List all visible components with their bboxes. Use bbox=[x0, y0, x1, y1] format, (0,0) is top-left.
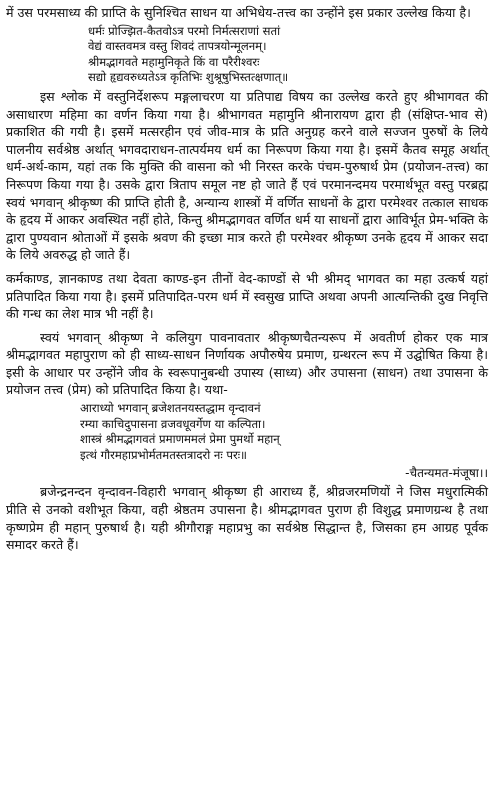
verse-dharmah-projjhita bbox=[6, 24, 488, 86]
verse-source-citation: -चैतन्यमत-मंजूषा।। bbox=[405, 466, 488, 481]
paragraph-chaitanya: स्वयं भगवान् श्रीकृष्ण ने कलियुग पावनावतार श्रीकृष्णचैतन्यरूप में अवतीर्ण होकर एक मात्र श्रीमद्भागवत महापुराण को ही साध्य-साधन निर्णायक अपौरुषेय प्रमाण, ग्रन्थरत्न रूप में उद्घोषित किया है। इसी के आधार पर उन्होंने जीव के स्वरूपानुबन्धी उपास्य (साध्य) और उपासना (साधन) तथा उपासना के प्रयोजन तत्त्व (प्रेम) को प्रतिपादित किया है। यथा- bbox=[6, 329, 488, 398]
paragraph-veda-kanda: कर्मकाण्ड, ज्ञानकाण्ड तथा देवता काण्ड-इन तीनों वेद-काण्डों से भी श्रीमद् भागवत का महा उत्कर्ष यहां प्रतिपादित किया गया है। इसमें प्रतिपादित-परम धर्म में स्वसुख प्राप्ति अथवा अपनी आत्यन्तिकी दुख निवृत्ति की गन्ध का लेश मात्र भी नहीं है। bbox=[6, 270, 488, 322]
paragraph-intro: में उस परमसाध्य की प्राप्ति के सुनिश्चित साधन या अभिधेय-तत्त्व का उन्होंने इस प्रकार उल्लेख किया है। bbox=[6, 5, 471, 20]
verse-line: रम्या काचिदुपासना व्रजवधूवर्गेण या कल्पिता। bbox=[80, 416, 266, 431]
verse-line: इत्थं गौरमहाप्रभोर्मतमतस्तत्रादरो नः परः॥ bbox=[80, 447, 247, 462]
paragraph-conclusion: ब्रजेन्द्रनन्दन वृन्दावन-विहारी भगवान् श्रीकृष्ण ही आराध्य हैं, श्रीव्रजरमणियों ने जिस मधुरात्मिकी प्रीति से उनको वशीभूत किया, वही श्रेष्ठतम उपासना है। श्रीमद्भागवत पुराण ही विशुद्ध प्रमाणग्रन्थ है तथा कृष्णप्रेम ही महान् पुरुषार्थ है। यही श्रीगौराङ्ग महाप्रभु का सर्वश्रेष्ठ सिद्धान्त है, जिसका हम आग्रह पूर्वक समादर करते हैं। bbox=[6, 484, 488, 553]
verse-line: श्रीमद्भागवते महामुनिकृते किं वा परैरीश्वरः bbox=[88, 54, 260, 69]
verse-line: धर्मः प्रोज्झित-कैतवोऽत्र परमो निर्मत्सराणां सतां bbox=[88, 23, 281, 38]
paragraph-commentary: इस श्लोक में वस्तुनिर्देशरूप मङ्गलाचरण या प्रतिपाद्य विषय का उल्लेख करते हुए श्रीभागवत की असाधारण महिमा का वर्णन किया गया है। श्रीभागवत महामुनि श्रीनारायण द्वारा ही (संक्षिप्त-भाव से) प्रकाशित की गयी है। इसमें मत्सरहीन एवं जीव-मात्र के प्रति अनुग्रह करने वाले सज्जन पुरुषों के लिये पालनीय सर्वश्रेष्ठ अर्थात् भगवदाराधन-तात्पर्यमय धर्म का निरूपण किया गया है। इसमें कैतव समूह अर्थात् धर्म-अर्थ-काम, यहां तक कि मुक्ति की वासना को भी निरस्त करके पंचम-पुरुषार्थ प्रेम (प्रयोजन-तत्त्व) का निरूपण किया गया है। उसके द्वारा त्रिताप समूल नष्ट हो जाते हैं एवं परमानन्दमय परमार्थभूत वस्तु परब्रह्म स्वयं भगवान् श्रीकृष्ण की प्राप्ति होती है, अन्यान्य शास्त्रों में वर्णित साधनों के द्वारा परमेश्वर तत्काल साधक के हृदय में आकर अवस्थित नहीं होते, किन्तु श्रीमद्भागवत वर्णित धर्म या साधनों द्वारा आविर्भूत प्रेम-भक्ति के द्वारा पुण्यवान श्रोताओं में इसके श्रवण की इच्छा मात्र करते ही परमेश्वर श्रीकृष्ण उनके हृदय में आकर सदा के लिये अवरुद्ध हो जाते हैं। bbox=[6, 88, 488, 263]
verse-aradhyo-bhagavan bbox=[6, 401, 488, 463]
verse-line: आराध्यो भगवान् ब्रजेशतनयस्तद्धाम वृन्दावनं bbox=[80, 401, 261, 416]
verse-line: वेद्यं वास्तवमत्र वस्तु शिवदं तापत्रयोन्मूलनम्। bbox=[88, 39, 267, 54]
verse-line: शास्त्रं श्रीमद्भागवतं प्रमाणममलं प्रेमा पुमर्थो महान् bbox=[80, 432, 280, 447]
verse-line: सद्यो हृद्यवरुध्यतेऽत्र कृतिभिः शुश्रूषुभिस्तत्क्षणात्॥ bbox=[88, 70, 289, 85]
